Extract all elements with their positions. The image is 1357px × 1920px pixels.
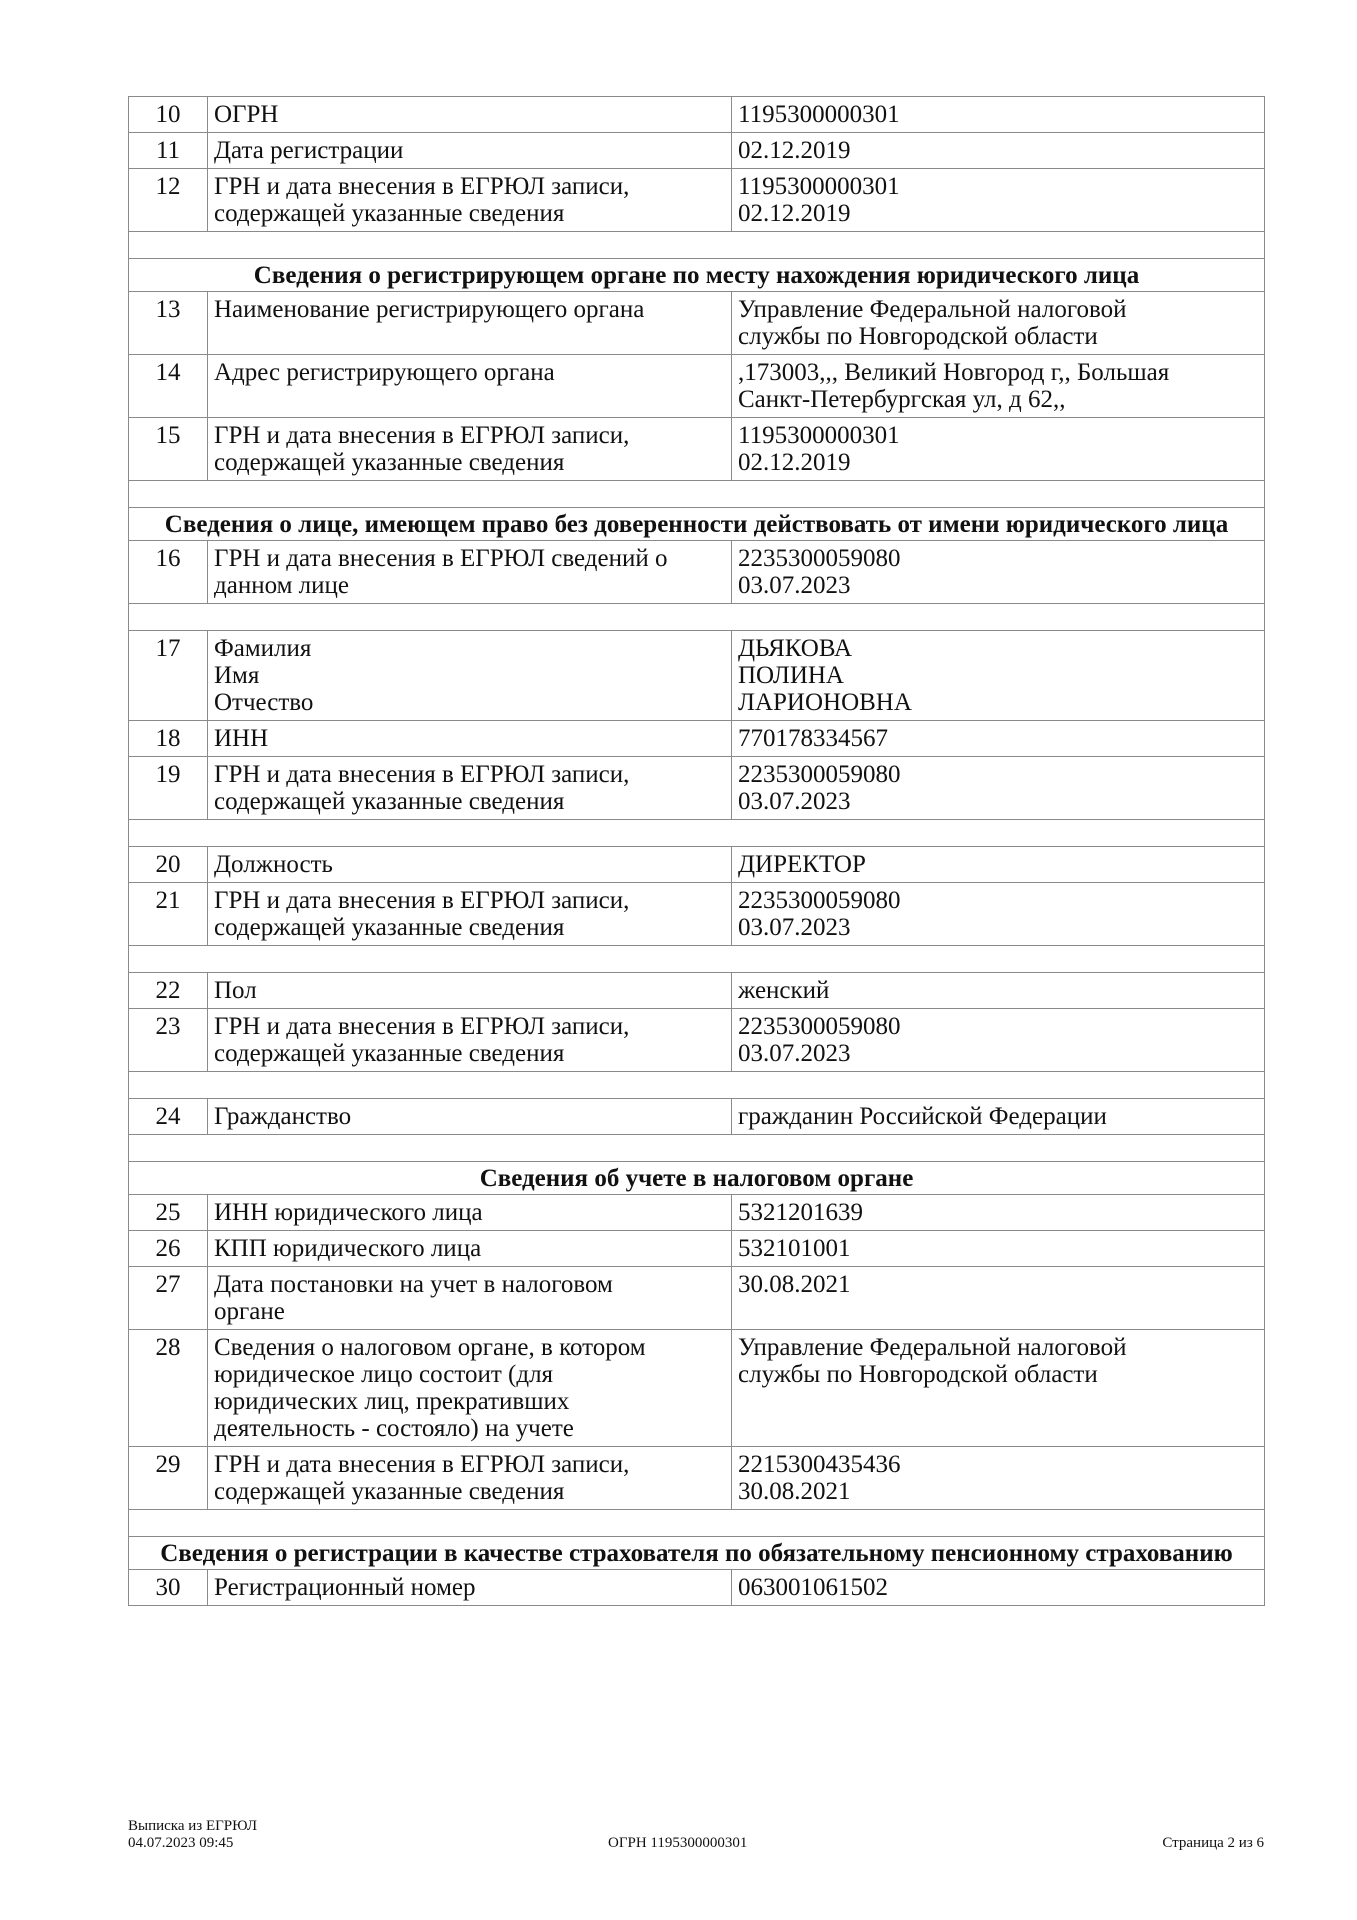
row-label [208,847,732,883]
label-line: Пол [214,977,257,1004]
value-line: 5321201639 [738,1199,863,1226]
spacer-row [129,232,1265,259]
label-line: ОГРН [214,101,279,128]
label-line: Фамилия [214,635,312,662]
value-line: 063001061502 [738,1574,888,1601]
value-line: ЛАРИОНОВНА [738,689,912,716]
label-line: Гражданство [214,1103,352,1130]
label-line: органе [214,1298,285,1325]
table-row [129,721,1265,757]
label-line: содержащей указанные сведения [214,914,565,941]
label-line: Имя [214,662,260,689]
spacer-row [129,1135,1265,1162]
table-row [129,541,1265,604]
value-line: ДЬЯКОВА [738,635,853,662]
value-line: службы по Новгородской области [738,1361,1098,1388]
row-value [732,1099,1265,1135]
value-line: 03.07.2023 [738,1040,851,1067]
row-number: 26 [129,1231,208,1267]
footer-doc-name: Выписка из ЕГРЮЛ [128,1818,257,1834]
spacer-row [129,946,1265,973]
spacer-row [129,1510,1265,1537]
row-label [208,1267,732,1330]
row-label [208,1009,732,1072]
value-line: Санкт-Петербургская ул, д 62,, [738,386,1066,413]
label-line: содержащей указанные сведения [214,449,565,476]
table-row [129,133,1265,169]
row-label [208,1099,732,1135]
spacer-cell [129,820,1265,847]
value-line: гражданин Российской Федерации [738,1103,1107,1130]
value-line: 2235300059080 [738,1013,901,1040]
value-line: 30.08.2021 [738,1478,851,1505]
table-row [129,631,1265,721]
spacer-row [129,1072,1265,1099]
value-line: 1195300000301 [738,422,900,449]
row-value [732,418,1265,481]
row-value [732,355,1265,418]
row-number: 19 [129,757,208,820]
spacer-cell [129,1072,1265,1099]
row-number: 18 [129,721,208,757]
row-number: 20 [129,847,208,883]
value-line: 2215300435436 [738,1451,901,1478]
row-number: 23 [129,1009,208,1072]
row-value [732,1009,1265,1072]
value-line: Управление Федеральной налоговой [738,296,1127,323]
spacer-cell [129,232,1265,259]
row-label [208,97,732,133]
label-line: содержащей указанные сведения [214,1040,565,1067]
table-row [129,292,1265,355]
row-number: 13 [129,292,208,355]
row-label [208,292,732,355]
label-line: Наименование регистрирующего органа [214,296,645,323]
row-value [732,631,1265,721]
value-line: 2235300059080 [738,545,901,572]
row-value [732,847,1265,883]
spacer-cell [129,1135,1265,1162]
row-value [732,133,1265,169]
label-line: Дата регистрации [214,137,404,164]
spacer-cell [129,604,1265,631]
table-row [129,1330,1265,1447]
row-number: 22 [129,973,208,1009]
value-line: 03.07.2023 [738,788,851,815]
label-line: КПП юридического лица [214,1235,482,1262]
row-label [208,1570,732,1606]
label-line: деятельность - состояло) на учете [214,1415,574,1442]
row-number: 14 [129,355,208,418]
label-line: ИНН [214,725,269,752]
table-row [129,1570,1265,1606]
table-row [129,97,1265,133]
value-line: 03.07.2023 [738,914,851,941]
table-row [129,1447,1265,1510]
label-line: содержащей указанные сведения [214,200,565,227]
footer-ogrn: ОГРН 1195300000301 [608,1835,748,1851]
row-value [732,169,1265,232]
row-number: 28 [129,1330,208,1447]
row-label [208,355,732,418]
row-number: 21 [129,883,208,946]
row-number: 30 [129,1570,208,1606]
table-row [129,883,1265,946]
row-label [208,973,732,1009]
label-line: ГРН и дата внесения в ЕГРЮЛ записи, [214,173,630,200]
label-line: Дата постановки на учет в налоговом [214,1271,613,1298]
value-line: 03.07.2023 [738,572,851,599]
label-line: ГРН и дата внесения в ЕГРЮЛ записи, [214,761,630,788]
row-number: 17 [129,631,208,721]
label-line: содержащей указанные сведения [214,1478,565,1505]
footer-timestamp: 04.07.2023 09:45 [128,1835,234,1851]
value-line: 532101001 [738,1235,851,1262]
row-label [208,883,732,946]
spacer-row [129,604,1265,631]
table-row [129,169,1265,232]
value-line: 30.08.2021 [738,1271,851,1298]
row-label [208,1330,732,1447]
spacer-cell [129,481,1265,508]
spacer-row [129,820,1265,847]
table-row [129,757,1265,820]
section-header-row [129,259,1265,292]
row-label [208,1195,732,1231]
row-value [732,1195,1265,1231]
label-line: ГРН и дата внесения в ЕГРЮЛ записи, [214,887,630,914]
label-line: юридических лиц, прекративших [214,1388,570,1415]
value-line: ДИРЕКТОР [738,851,866,878]
label-line: Отчество [214,689,314,716]
table-row [129,355,1265,418]
label-line: содержащей указанные сведения [214,788,565,815]
row-number: 12 [129,169,208,232]
row-label [208,169,732,232]
section-header-row [129,1162,1265,1195]
value-line: 02.12.2019 [738,137,851,164]
label-line: ГРН и дата внесения в ЕГРЮЛ записи, [214,1013,630,1040]
footer-left [128,1818,257,1852]
row-number: 25 [129,1195,208,1231]
label-line: ГРН и дата внесения в ЕГРЮЛ записи, [214,1451,630,1478]
row-value [732,1330,1265,1447]
egrul-table [128,96,1265,1606]
row-number: 11 [129,133,208,169]
value-line: 1195300000301 [738,173,900,200]
row-value [732,1267,1265,1330]
row-value [732,292,1265,355]
spacer-cell [129,1510,1265,1537]
value-line: ПОЛИНА [738,662,844,689]
table-row [129,1231,1265,1267]
section-header-row [129,1537,1265,1570]
table-row [129,1267,1265,1330]
row-value [732,97,1265,133]
row-label [208,541,732,604]
row-number: 10 [129,97,208,133]
row-number: 24 [129,1099,208,1135]
row-label [208,721,732,757]
value-line: 2235300059080 [738,761,901,788]
label-line: Сведения о налоговом органе, в котором [214,1334,646,1361]
table-row [129,973,1265,1009]
row-label [208,418,732,481]
table-row [129,847,1265,883]
row-value [732,1231,1265,1267]
value-line: 1195300000301 [738,101,900,128]
section-title: Сведения о регистрации в качестве страхователя по обязательному пенсионному страхованию [129,1537,1265,1570]
label-line: юридическое лицо состоит (для [214,1361,554,1388]
label-line: ГРН и дата внесения в ЕГРЮЛ записи, [214,422,630,449]
row-value [732,541,1265,604]
section-title: Сведения об учете в налоговом органе [129,1162,1265,1195]
value-line: 02.12.2019 [738,449,851,476]
spacer-cell [129,946,1265,973]
row-value [732,1447,1265,1510]
label-line: Должность [214,851,333,878]
row-label [208,133,732,169]
table-row [129,1195,1265,1231]
label-line: Регистрационный номер [214,1574,476,1601]
row-value [732,757,1265,820]
row-number: 15 [129,418,208,481]
row-value [732,883,1265,946]
page-footer [128,1818,1264,1858]
section-header-row [129,508,1265,541]
row-value [732,973,1265,1009]
label-line: Адрес регистрирующего органа [214,359,555,386]
value-line: 02.12.2019 [738,200,851,227]
spacer-row [129,481,1265,508]
section-title: Сведения о регистрирующем органе по месту нахождения юридического лица [129,259,1265,292]
row-label [208,1231,732,1267]
row-value [732,1570,1265,1606]
row-label [208,631,732,721]
table-row [129,418,1265,481]
section-title: Сведения о лице, имеющем право без доверенности действовать от имени юридического лица [129,508,1265,541]
table-row [129,1009,1265,1072]
value-line: службы по Новгородской области [738,323,1098,350]
value-line: 2235300059080 [738,887,901,914]
value-line: 770178334567 [738,725,888,752]
row-number: 29 [129,1447,208,1510]
value-line: ,173003,,, Великий Новгород г,, Большая [738,359,1170,386]
value-line: женский [738,977,830,1004]
row-label [208,1447,732,1510]
value-line: Управление Федеральной налоговой [738,1334,1127,1361]
row-number: 16 [129,541,208,604]
label-line: данном лице [214,572,349,599]
row-number: 27 [129,1267,208,1330]
row-label [208,757,732,820]
row-value [732,721,1265,757]
egrul-table-body [129,97,1265,1606]
footer-page-number: Страница 2 из 6 [1162,1835,1264,1851]
label-line: ИНН юридического лица [214,1199,483,1226]
label-line: ГРН и дата внесения в ЕГРЮЛ сведений о [214,545,668,572]
table-row [129,1099,1265,1135]
